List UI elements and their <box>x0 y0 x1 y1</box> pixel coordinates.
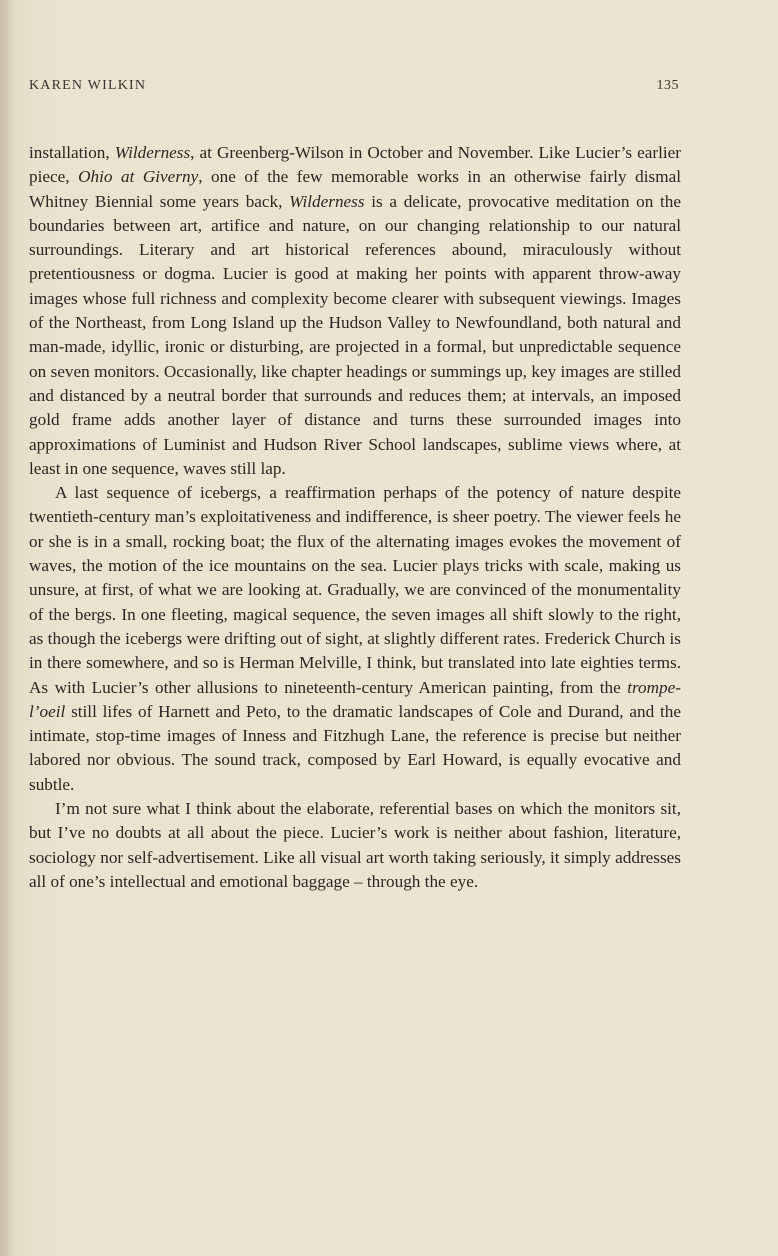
text-run: still lifes of Harnett and Peto, to the dramatic landscapes of Cole and Durand, and the intimate, stop-time images of Inness and Fitzhugh Lane, the reference is precise but neither labored nor obvious. The sound track, composed by Earl Howard, is equally evocative and subtle. <box>29 701 681 794</box>
page-number: 135 <box>656 78 679 93</box>
spine-shadow <box>0 0 14 1256</box>
text-run: I’m not sure what I think about the elaborate, referential bases on which the monitors sit, but I’ve no doubts at all about the piece. Lucier’s work is neither about fashion, literature, sociology nor self-advertisement. Like all visual art worth taking seriously, it simply addresses all of one’s intellectual and emotional baggage – through the eye. <box>29 799 681 891</box>
text-run: , at Greenberg-Wilson in October and November. Like Lucier’s earlier piece, <box>29 143 681 187</box>
text-run: , one of the few memorable works in an otherwise fairly dismal Whitney Biennial some years back, <box>29 167 681 211</box>
italic-title: Ohio at Giverny <box>78 167 199 187</box>
body-text <box>29 141 681 894</box>
text-run: is a delicate, provocative meditation on the boundaries between art, artifice and nature, on our changing relationship to our natural surroundings. Literary and art historical references abound, miraculously without pretentiousness or dogma. Lucier is good at making her points with apparent throw-away images whose full richness and complexity become clearer with subsequent viewings. Images of the Northeast, from Long Island up the Hudson Valley to Newfoundland, both natural and man-made, idyllic, ironic or disturbing, are projected in a formal, but unpredictable sequence on seven monitors. Occasionally, like chapter headings or summings up, key images are stilled and distanced by a neutral border that surrounds and reduces them; at intervals, an imposed gold frame adds another layer of distance and turns these surrounded images into approximations of Luminist and Hudson River School landscapes, sublime views where, at least in one sequence, waves still lap. <box>29 191 681 478</box>
italic-title: Wilderness <box>114 143 191 162</box>
italic-title: trompe-l’oeil <box>29 677 681 721</box>
paragraph <box>29 797 681 894</box>
running-head <box>29 78 679 98</box>
text-run: A last sequence of icebergs, a reaffirmation perhaps of the potency of nature despite twentieth-century man’s exploitativeness and indifference, is sheer poetry. The viewer feels he or she is in a small, rocking boat; the flux of the alternating images evokes the movement of waves, the motion of the ice mountains on the sea. Lucier plays tricks with scale, making us unsure, at first, of what we are looking at. Gradually, we are convinced of the monumentality of the bergs. In one fleeting, magical sequence, the seven images all shift slowly to the right, as though the icebergs were drifting out of sight, at slightly different rates. Frederick Church is in there somewhere, and so is Herman Melville, I think, but translated into late eighties terms. As with Lucier’s other allusions to nineteenth-century American painting, from the <box>29 483 681 697</box>
running-head-author: KAREN WILKIN <box>29 78 147 93</box>
paragraph <box>29 141 681 481</box>
paragraph <box>29 481 681 797</box>
italic-title: Wilderness <box>289 191 365 211</box>
text-run: installation, <box>29 143 115 162</box>
